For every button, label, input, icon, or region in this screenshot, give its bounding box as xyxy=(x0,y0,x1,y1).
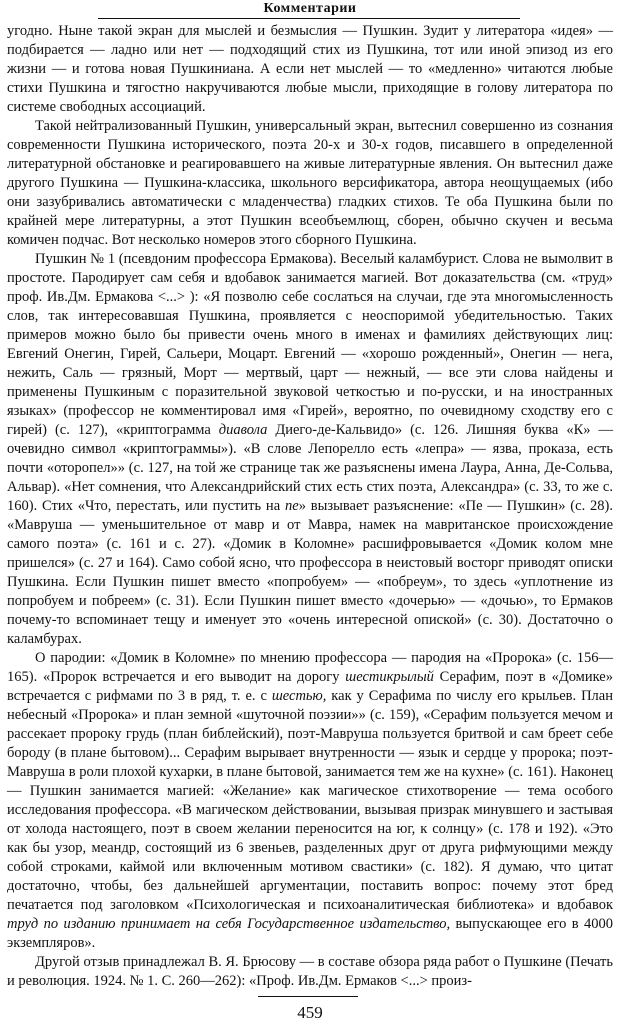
paragraph-4 xyxy=(7,649,613,953)
paragraph-3 xyxy=(7,250,613,649)
text-run: Диего-де-Кальвидо» (с. 126. Лишняя буква «К» — очевидно символ «криптограммы»). «В слове Лепорелло есть «лепра» — язва, проказа, есть почти «оторопел»» (с. 127, на той же странице так же разъяснены имена Лаура, Анна, Де-Сольва, Альвар). «Нет сомнения, что Александрийский стих есть стих поэта, Александра» (с. 33, то же с. 160). Стих «Что, перестать, или пустить на xyxy=(7,422,613,514)
paragraph-5 xyxy=(7,953,613,991)
italic-text-run: пе xyxy=(285,498,299,514)
italic-text-run: шестикрылый xyxy=(345,669,434,685)
text-run: Другой отзыв принадлежал В. Я. Брюсову — в составе обзора ряда работ о Пушкине (Печать и революция. 1924. № 1. С. 260—262): «Проф. Ив.Дм. Ермаков <...> произ- xyxy=(7,954,613,989)
italic-text-run: труд по изданию принимает на себя Государственное издательство, xyxy=(7,916,451,932)
page-number: 459 xyxy=(297,1003,323,1022)
text-run: Пушкин № 1 (псевдоним профессора Ермакова). Веселый каламбурист. Слова не вымолвит в простоте. Пародирует сам себя и вдобавок занимается магией. Вот доказательства (см. «труд» проф. Ив.Дм. Ермакова <...> ): «Я позволю себе сослаться на случаи, где эта многомысленность слов, так интересовавшая Пушкина, проявляется с неоспоримой убедительностью. Таких примеров можно было бы привести очень много в именах и фамилиях действующих лиц: Евгений Онегин, Гирей, Сальери, Моцарт. Евгений — «хорошо рожденный», Онегин — нега, нежить, Саль — грязный, Морт — мертвый, царт — нежный, — все эти слова найдены и применены Пушкиным с поразительной звуковой четкостью и по-русски, и на иностранных языках» (профессор не комментировал имя «Гирей», вероятно, по очевидному сходству его с гирей) (с. 127), «криптограмма xyxy=(7,251,613,438)
text-run: » вызывает разъяснение: «Пе — Пушкин» (с. 28). «Мавруша — уменьшительное от мавр и от Мавра, намек на мавританское происхождение самого поэта» (с. 161 и с. 27). «Домик в Коломне» расшифровывается «Домик колом мне пришелся» (с. 27 и 164). Само собой ясно, что профессора в неистовый восторг приводят описки Пушкина. Если Пушкин пишет вместо «попробуем» — «побреум», то здесь «уплотнение из попробуем и побреем» (с. 31). Если Пушкин пишет вместо «дочерью» — «дочью», то Ермаков почему-то вспоминает тещу и именует это «очень интересной опиской» (с. 30). Достаточно о каламбурах. xyxy=(7,498,614,647)
footer-rule xyxy=(258,996,358,997)
paragraph-1 xyxy=(7,22,613,117)
italic-text-run: шестью, xyxy=(271,688,327,704)
text-run: Серафим, поэт в «Домике» встречается с рифмами по 3 в ряд, т. е. с xyxy=(7,669,613,704)
page-body-text xyxy=(7,22,613,991)
text-run: выпускающее его в 4000 экземпляров». xyxy=(7,916,613,951)
paragraph-2 xyxy=(7,117,613,250)
text-run: угодно. Ныне такой экран для мыслей и безмыслия — Пушкин. Зудит у литератора «идея» — подбирается — ладно или нет — подходящий стих из Пушкина, тот или иной эпизод из его жизни — и готова новая Пушкиниана. А если нет мыслей — то «медленно» читаются любые стихи Пушкина и тягостно накручиваются любые мысли, приходящие в голову литератора по системе свободных ассоциаций. xyxy=(7,23,613,115)
text-run: как у Серафима по числу его крыльев. План небесный «Пророка» и план земной «шуточной поэзии»» (с. 159), «Серафим пользуется мечом и рассекает пророку грудь (план библейский), поэт-Мавруша пользуется бритвой и сам бреет себе бороду (в плане бытовом)... Серафим вырывает внутренности — язык и сердце у пророка; поэт-Мавруша в роли плохой кухарки, в плане бытовой, занимается тем же на кухне» (с. 161). Наконец — Пушкин занимается магией: «Желание» как магическое стихотворение — тема особого исследования профессора. «В магическом действовании, вызывая призрак минувшего и застывая от холода настоящего, поэт в своем желании переносится на юг, к солнцу» (с. 178 и 192). «Это как бы узор, меандр, состоящий из 6 звеньев, разделенных друг от друга рифмующими между собой строками, каймой или включенным мотивом свастики» (с. 182). Я думаю, что цитат достаточно, чтобы, без дальнейшей аргументации, поставить вопрос: почему этот бред печатается под заголовком «Психологическая и психоаналитическая библиотека» и вдобавок xyxy=(7,688,613,913)
italic-text-run: диавола xyxy=(218,422,268,438)
running-header: Комментарии xyxy=(263,1,357,16)
text-run: Такой нейтрализованный Пушкин, универсальный экран, вытеснил совершенно из сознания современности Пушкина исторического, поэта 20-х и 30-х годов, писавшего в определенной литературной обстановке и реагировавшего на живые литературные явления. Он вытеснил даже другого Пушкина — Пушкина-классика, школьного версификатора, автора неощущаемых (ибо они зазубривались автоматически с младенчества) гладких стихов. Те оба Пушкина были по крайней мере литературны, а этот Пушкин всеобъемлющ, сборен, обычно скучен и весьма комичен подчас. Вот несколько номеров этого сборного Пушкина. xyxy=(7,118,613,248)
text-run: О пародии: «Домик в Коломне» по мнению профессора — пародия на «Пророка» (с. 156—165). «Пророк встречается и его выводит на дорогу xyxy=(7,650,613,685)
header-rule xyxy=(98,18,520,19)
